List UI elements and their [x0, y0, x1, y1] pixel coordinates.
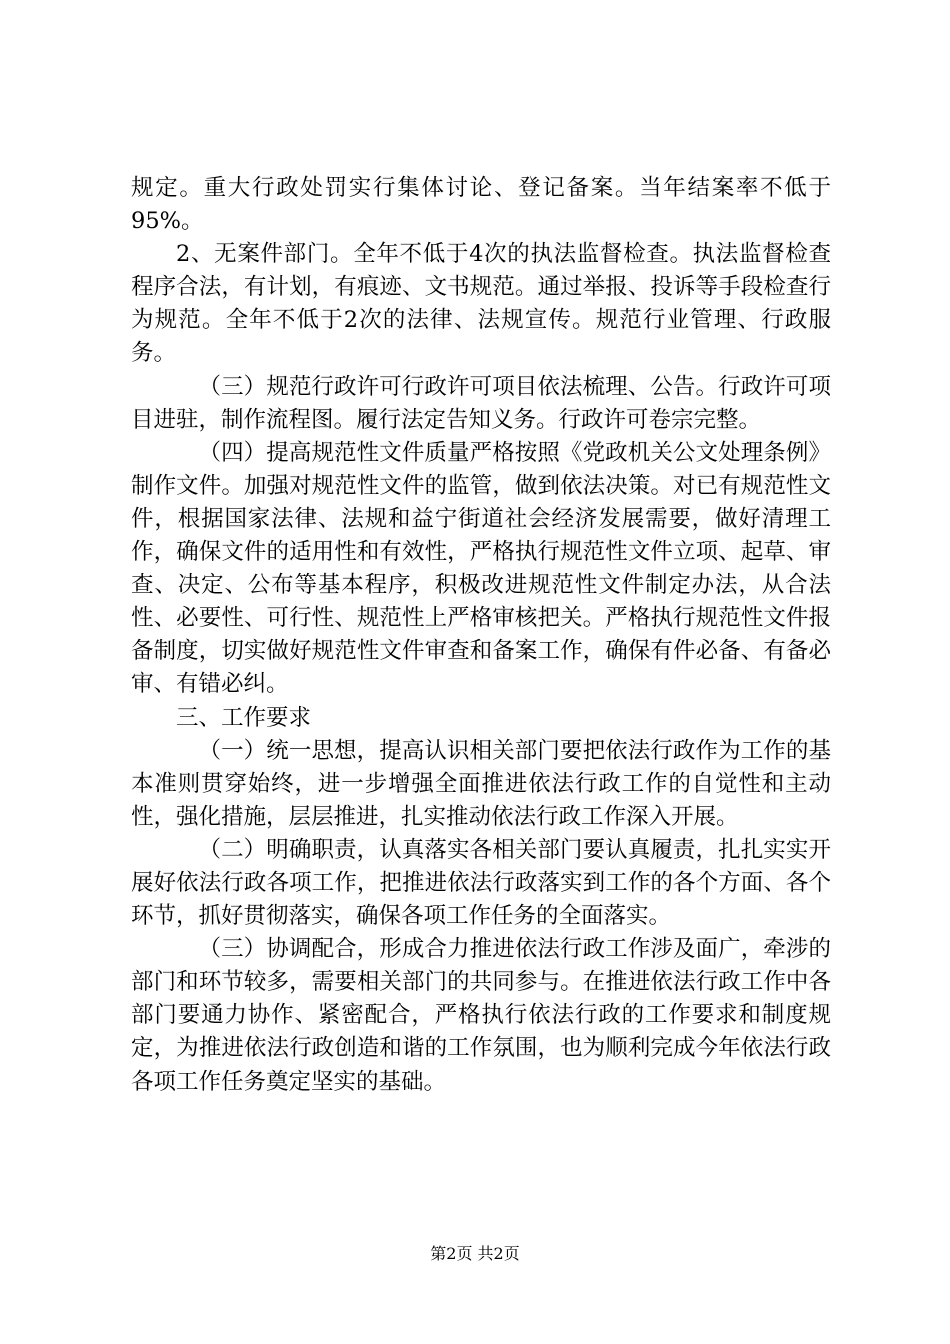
- paragraph-coordinate-cooperate: （三）协调配合，形成合力推进依法行政工作涉及面广，牵涉的部门和环节较多，需要相关部门的共同参与。在推进依法行政工作中各部门要通力协作、紧密配合，严格执行依法行政的工作要求和制度规定，为推进依法行政创造和谐的工作氛围，也为顺利完成今年依法行政各项工作任务奠定坚实的基础。: [131, 936, 831, 1095]
- paragraph-unify-thinking: （一）统一思想，提高认识相关部门要把依法行政作为工作的基本准则贯穿始终，进一步增强全面推进依法行政工作的自觉性和主动性，强化措施，层层推进，扎实推动依法行政工作深入开展。: [131, 737, 831, 830]
- section-heading-work-requirements: 三、工作要求: [176, 704, 312, 731]
- document-body: [131, 172, 831, 1099]
- paragraph-no-case-departments: 2、无案件部门。全年不低于4次的执法监督检查。执法监督检查程序合法，有计划，有痕迹、文书规范。通过举报、投诉等手段检查行为规范。全年不低于2次的法律、法规宣传。规范行业管理、行政服务。: [131, 241, 831, 367]
- page-number-footer: 第2页 共2页: [430, 1244, 520, 1263]
- paragraph-normative-documents: （四）提高规范性文件质量严格按照《党政机关公文处理条例》制作文件。加强对规范性文件的监管，做到依法决策。对已有规范性文件，根据国家法律、法规和益宁街道社会经济发展需要，做好清理工作，确保文件的适用性和有效性，严格执行规范性文件立项、起草、审查、决定、公布等基本程序，积极改进规范性文件制定办法，从合法性、必要性、可行性、规范性上严格审核把关。严格执行规范性文件报备制度，切实做好规范性文件审查和备案工作，确保有件必备、有备必审、有错必纠。: [131, 439, 831, 698]
- paragraph-administrative-licensing: （三）规范行政许可行政许可项目依法梳理、公告。行政许可项目进驻，制作流程图。履行法定告知义务。行政许可卷宗完整。: [131, 373, 831, 433]
- paragraph-clarify-duties: （二）明确职责，认真落实各相关部门要认真履责，扎扎实实开展好依法行政各项工作，把推进依法行政落实到工作的各个方面、各个环节，抓好贯彻落实，确保各项工作任务的全面落实。: [131, 836, 831, 930]
- paragraph-penalty-continued: 规定。重大行政处罚实行集体讨论、登记备案。当年结案率不低于95%。: [131, 175, 831, 235]
